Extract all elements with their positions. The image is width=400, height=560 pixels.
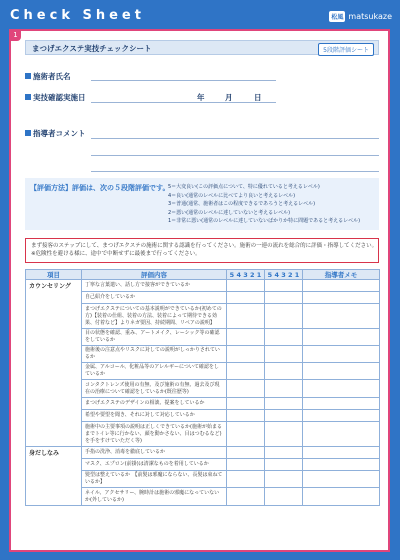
memo-cell[interactable]: [303, 329, 380, 346]
page-header: [0, 0, 400, 32]
evaluation-item: 2＝悪い(通常のレベルに達していないと考えるレベル): [168, 209, 291, 216]
comment-line-3[interactable]: [91, 171, 379, 172]
category-cell: 身だしなみ: [26, 447, 82, 506]
square-bullet-icon: [25, 73, 31, 79]
item-text: 目の状態を確認、重み、アートメイク、レーシック等の確認をしているか: [82, 329, 227, 346]
item-text: ネイル、アクセサリー、腕時計は施術の邪魔になっていないか(外しているか): [82, 488, 227, 506]
date-year: 年: [197, 93, 205, 102]
memo-cell[interactable]: [303, 292, 380, 304]
item-text: 手指の洗浄、消毒を徹底しているか: [82, 447, 227, 459]
notice-box: [25, 238, 379, 263]
score-cell-2[interactable]: [265, 471, 303, 488]
date-month: 月: [225, 93, 233, 102]
score-cell-2[interactable]: [265, 329, 303, 346]
score-cell-1[interactable]: [227, 422, 265, 447]
item-text: 施術後の注意点やリスクに対しての説明がしっかりされているか: [82, 346, 227, 363]
item-text: コンタクトレンズ使用の有無、及び施術の有無、過去及び現在の治療について確認をしているか(既往歴等): [82, 380, 227, 398]
square-bullet-icon: [25, 130, 31, 136]
memo-cell[interactable]: [303, 459, 380, 471]
header-title: Check Sheet: [10, 8, 145, 23]
score-cell-2[interactable]: [265, 380, 303, 398]
evaluation-item: 5＝大変良い(この評価点について、特に優れていると考えるレベル): [168, 184, 320, 190]
item-text: 丁寧な言葉遣い、話し方で接客ができているか: [82, 280, 227, 292]
memo-cell[interactable]: [303, 398, 380, 410]
item-text: 自己紹介をしているか: [82, 292, 227, 304]
item-text: 施術中の主要事項の説明は正しくできているか(施術が始まるまでトイレ等に行かない、顔を動かさない、目はつむるなど)を手をすけていただく等): [82, 422, 227, 447]
rating-badge: 5段階評価シート: [318, 43, 374, 56]
memo-cell[interactable]: [303, 280, 380, 292]
score-cell-1[interactable]: [227, 398, 265, 410]
check-sheet: [9, 29, 390, 552]
score-cell-2[interactable]: [265, 346, 303, 363]
memo-cell[interactable]: [303, 447, 380, 459]
score-cell-2[interactable]: [265, 363, 303, 380]
square-bullet-icon: [25, 94, 31, 100]
notice-line: ※危険性を避ける様に、途中で中断せずに最後まで行ってください。: [31, 251, 201, 257]
logo-text: matsukaze: [348, 12, 392, 21]
score-cell-2[interactable]: [265, 280, 303, 292]
item-text: 希望や要望を聞き、それに対して対応しているか: [82, 410, 227, 422]
logo-badge: 松風: [329, 11, 345, 22]
comment-line-1[interactable]: [91, 138, 379, 139]
score-cell-2[interactable]: [265, 488, 303, 506]
comment-label: 指導者コメント: [25, 128, 86, 139]
score-cell-1[interactable]: [227, 459, 265, 471]
item-text: まつげエクステについての基本説明ができているか(初めての方)【装着の仕組、装着の方法、装着によって期待できる効果、付着など】よりネガ要因、持続期間、リペアの説明】: [82, 304, 227, 329]
date-field[interactable]: [91, 102, 276, 103]
col-header-content: 評価内容: [82, 270, 227, 280]
page-number: 1: [10, 30, 21, 41]
score-cell-1[interactable]: [227, 447, 265, 459]
score-cell-1[interactable]: [227, 471, 265, 488]
memo-cell[interactable]: [303, 363, 380, 380]
memo-cell[interactable]: [303, 488, 380, 506]
operator-name-field[interactable]: [91, 80, 276, 81]
evaluation-item: 3＝普通(通常、施術者はこの程度できるであろうと考えるレベル): [168, 201, 316, 207]
check-table: [25, 269, 380, 506]
table-row: [26, 447, 380, 459]
score-cell-1[interactable]: [227, 292, 265, 304]
evaluation-label: 【評価方法】評価は、次の５段階評価です。: [30, 184, 170, 192]
notice-line: まず接客のステップにして、まつげエクステの施術に関する認識を行ってください。施術の一連の流れを総合的に評価・指導してください。: [31, 243, 378, 249]
score-cell-2[interactable]: [265, 422, 303, 447]
score-cell-2[interactable]: [265, 447, 303, 459]
sheet-title-bar: [25, 40, 379, 55]
score-cell-1[interactable]: [227, 380, 265, 398]
memo-cell[interactable]: [303, 422, 380, 447]
memo-cell[interactable]: [303, 410, 380, 422]
evaluation-item: 1＝非常に悪い(通常のレベルに達していないばかりか特に問題であると考えるレベル): [168, 218, 361, 224]
item-text: 髪型は整えているか 【前髪は邪魔にならない、長髪は束ねているか】: [82, 471, 227, 488]
col-header-score-2: 5 4 3 2 1: [265, 270, 303, 280]
memo-cell[interactable]: [303, 304, 380, 329]
memo-cell[interactable]: [303, 380, 380, 398]
score-cell-1[interactable]: [227, 280, 265, 292]
score-cell-1[interactable]: [227, 410, 265, 422]
check-table-body: [26, 280, 380, 506]
date-label: 実技確認実施日: [25, 92, 86, 103]
operator-label: 施術者氏名: [25, 71, 71, 82]
score-cell-1[interactable]: [227, 488, 265, 506]
sheet-title: まつげエクステ実技チェックシート: [32, 44, 152, 53]
brand-logo: [329, 11, 392, 22]
item-text: マスク、エプロン(前掛)は清潔なものを着用しているか: [82, 459, 227, 471]
col-header-item: 項目: [26, 270, 82, 280]
score-cell-1[interactable]: [227, 363, 265, 380]
col-header-memo: 指導者メモ: [303, 270, 380, 280]
score-cell-2[interactable]: [265, 410, 303, 422]
memo-cell[interactable]: [303, 346, 380, 363]
score-cell-1[interactable]: [227, 346, 265, 363]
evaluation-list: [168, 183, 360, 226]
memo-cell[interactable]: [303, 471, 380, 488]
score-cell-2[interactable]: [265, 459, 303, 471]
score-cell-1[interactable]: [227, 329, 265, 346]
item-text: まつげエクステのデザインの相談、提案をしているか: [82, 398, 227, 410]
item-text: 金属、アルコール、化粧品等のアレルギーについて確認をしているか: [82, 363, 227, 380]
category-cell: カウンセリング: [26, 280, 82, 447]
col-header-score-1: 5 4 3 2 1: [227, 270, 265, 280]
score-cell-2[interactable]: [265, 292, 303, 304]
comment-line-2[interactable]: [91, 155, 379, 156]
evaluation-box: [25, 178, 379, 230]
date-day: 日: [254, 93, 262, 102]
score-cell-1[interactable]: [227, 304, 265, 329]
evaluation-item: 4＝良い(通常のレベルに比べてより良いと考えるレベル): [168, 192, 296, 199]
score-cell-2[interactable]: [265, 304, 303, 329]
score-cell-2[interactable]: [265, 398, 303, 410]
table-row: [26, 280, 380, 292]
